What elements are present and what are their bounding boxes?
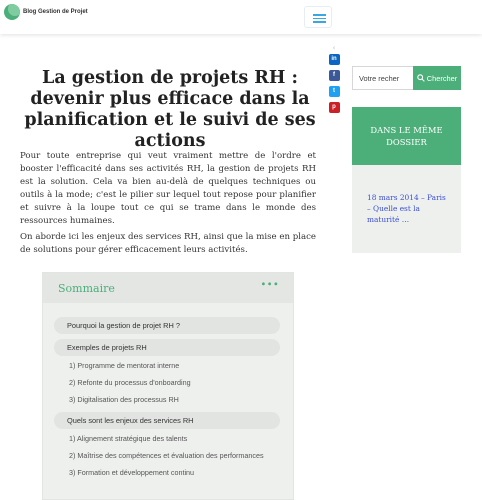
search-button[interactable] [413, 66, 461, 90]
table-of-contents [42, 272, 294, 500]
logo-text: Blog Gestion de Projet [23, 9, 88, 15]
share-bar [328, 44, 340, 118]
dots-icon[interactable]: ∙∙∙ [260, 279, 279, 290]
search-icon [417, 74, 425, 82]
hamburger-icon [313, 14, 326, 16]
toc-title: Sommaire [58, 282, 115, 295]
linkedin-icon[interactable]: in [329, 54, 340, 65]
toc-subitem[interactable]: 3) Digitalisation des processus RH [69, 395, 179, 404]
toc-subitem[interactable]: 2) Maîtrise des compétences et évaluation des performances [69, 451, 264, 460]
toc-subitem[interactable]: 2) Refonte du processus d'onboarding [69, 378, 191, 387]
toc-subitem[interactable]: 1) Programme de mentorat interne [69, 361, 180, 370]
menu-button[interactable] [304, 6, 332, 28]
toc-subitem[interactable]: 1) Alignement stratégique des talents [69, 434, 188, 443]
article-paragraph: Pour toute entreprise qui veut vraiment mettre de l'ordre et booster l'efficacité dans ses activités RH, la gestion de projets RH est la solution. Cela va bien au-delà de quelques techniques ou outils à la mode; c'est le pilier sur lequel tout repose pour planifier et suivre à la loupe tout ce qui se trame dans le monde des ressources humaines. [20, 151, 316, 226]
search-button-label: Chercher [426, 73, 458, 83]
search-input[interactable] [352, 66, 414, 90]
article-title: La gestion de projets RH : devenir plus efficace dans la planification et le suivi de ses actions [24, 68, 316, 151]
related-dossier [352, 107, 461, 253]
toc-list [54, 317, 280, 485]
site-logo[interactable] [4, 4, 88, 20]
dossier-title: DANS LE MÊME DOSSIER [370, 125, 443, 147]
article-paragraph: On aborde ici les enjeux des services RH, ainsi que la mise en place de solutions pour gérer efficacement leurs activités. [20, 232, 316, 255]
pinterest-icon[interactable]: p [329, 102, 340, 113]
site-header [0, 0, 482, 34]
facebook-icon[interactable]: f [329, 70, 340, 81]
logo-icon [4, 4, 20, 20]
toc-heading-item[interactable]: Pourquoi la gestion de projet RH ? [54, 317, 280, 334]
toc-header [43, 273, 293, 303]
twitter-icon[interactable]: t [329, 86, 340, 97]
share-icon: ‹ [332, 44, 336, 52]
dossier-header [352, 107, 461, 165]
toc-heading-item[interactable]: Exemples de projets RH [54, 339, 280, 356]
toc-heading-item[interactable]: Quels sont les enjeux des services RH [54, 412, 280, 429]
toc-subitem[interactable]: 3) Formation et développement continu [69, 468, 195, 477]
dossier-link[interactable]: 18 mars 2014 – Paris – Quelle est la maturité … [367, 193, 446, 224]
